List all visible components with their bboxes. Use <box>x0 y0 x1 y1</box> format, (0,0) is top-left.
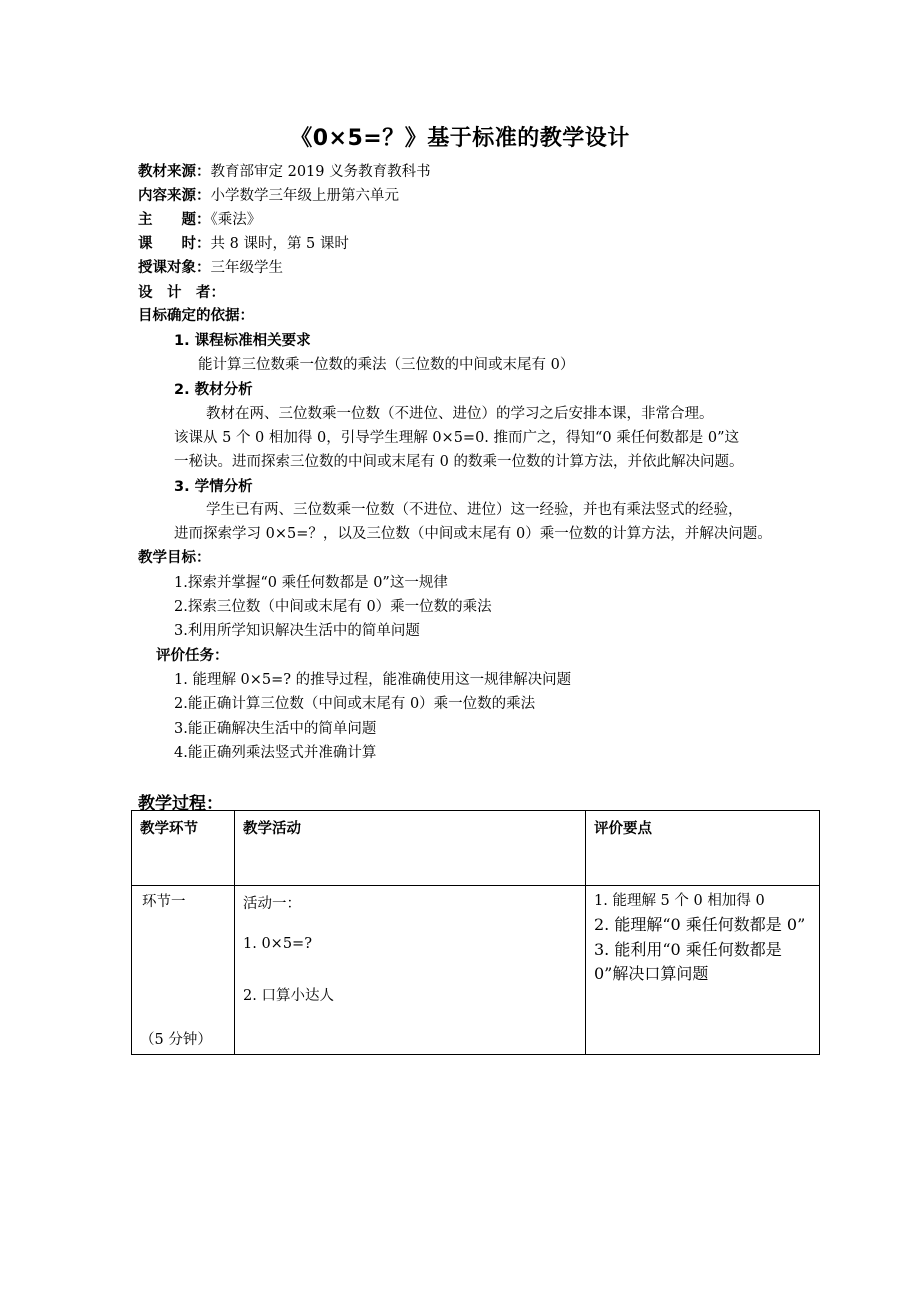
info-designer <box>138 283 225 303</box>
evaluation-item: 1. 能理解 0×5=? 的推导过程，能准确使用这一规律解决问题 <box>174 672 572 688</box>
table-row <box>132 886 820 1055</box>
basis-s1-text: 能计算三位数乘一位数的乘法（三位数的中间或末尾有 0） <box>198 357 575 373</box>
basis-heading: 目标确定的依据： <box>138 308 254 324</box>
source-value: 教育部审定 2019 义务教育教科书 <box>210 164 431 180</box>
goal-item: 1.探索并掌握“0 乘任何数都是 0”这一规律 <box>174 575 448 591</box>
source-label: 教材来源： <box>138 164 211 180</box>
topic-value: 《乘法》 <box>210 212 262 228</box>
header-activity: 教学活动 <box>235 811 586 886</box>
content-label: 内容来源： <box>138 188 211 204</box>
period-value: 共 8 课时，第 5 课时 <box>210 236 349 252</box>
document-title: 《0×5=？》基于标准的教学设计 <box>290 126 630 151</box>
audience-value: 三年级学生 <box>210 260 283 276</box>
basis-s3-line1: 学生已有两、三位数乘一位数（不进位、进位）这一经验，并也有乘法竖式的经验， <box>206 502 743 518</box>
content-value: 小学数学三年级上册第六单元 <box>210 188 399 204</box>
audience-label: 授课对象： <box>138 260 211 276</box>
basis-s3-heading: 3. 学情分析 <box>174 479 253 495</box>
point-item-continued: 0”解决口算问题 <box>594 964 709 983</box>
activity-title: 活动一： <box>243 896 301 912</box>
process-table <box>131 810 820 1055</box>
info-audience <box>138 258 283 278</box>
info-period <box>138 234 349 254</box>
phase-time: （5 分钟） <box>140 1032 212 1048</box>
basis-s3-line2: 进而探索学习 0×5=？，以及三位数（中间或末尾有 0）乘一位数的计算方法，并解决问题。 <box>174 526 772 542</box>
evaluation-item: 4.能正确列乘法竖式并准确计算 <box>174 745 377 761</box>
activity-cell <box>235 886 586 1055</box>
goal-item: 2.探索三位数（中间或末尾有 0）乘一位数的乘法 <box>174 599 492 615</box>
phase-name: 环节一 <box>142 894 186 910</box>
basis-s2-line3: 一秘诀。进而探索三位数的中间或末尾有 0 的数乘一位数的计算方法，并依此解决问题。 <box>174 454 744 470</box>
evaluation-heading: 评价任务： <box>156 648 229 664</box>
point-item: 3. 能利用“0 乘任何数都是 <box>594 940 782 959</box>
process-heading: 教学过程： <box>138 794 223 814</box>
point-item: 1. 能理解 5 个 0 相加得 0 <box>594 893 765 909</box>
basis-s2-line1: 教材在两、三位数乘一位数（不进位、进位）的学习之后安排本课，非常合理。 <box>206 406 714 422</box>
evaluation-item: 3.能正确解决生活中的简单问题 <box>174 721 377 737</box>
info-topic <box>138 210 261 230</box>
point-item: 2. 能理解“0 乘任何数都是 0” <box>594 915 806 934</box>
topic-label: 主 题： <box>138 212 211 228</box>
period-label: 课 时： <box>138 236 211 252</box>
goal-item: 3.利用所学知识解决生活中的简单问题 <box>174 623 420 639</box>
table-header-row <box>132 811 820 886</box>
info-source <box>138 162 431 182</box>
goals-heading: 教学目标： <box>138 550 211 566</box>
evaluation-item: 2.能正确计算三位数（中间或末尾有 0）乘一位数的乘法 <box>174 696 536 712</box>
basis-s2-heading: 2. 教材分析 <box>174 382 253 398</box>
header-phase: 教学环节 <box>132 811 235 886</box>
designer-label: 设 计 者： <box>138 285 225 301</box>
basis-s2-line2: 该课从 5 个 0 相加得 0，引导学生理解 0×5=0. 推而广之，得知“0 乘任何数都是 0”这 <box>174 430 740 446</box>
info-content <box>138 186 399 206</box>
activity-item: 2. 口算小达人 <box>243 988 334 1004</box>
phase-cell <box>132 886 235 1055</box>
points-cell <box>586 886 820 1055</box>
header-points: 评价要点 <box>586 811 820 886</box>
activity-item: 1. 0×5=? <box>243 936 312 952</box>
basis-s1-heading: 1. 课程标准相关要求 <box>174 333 311 349</box>
